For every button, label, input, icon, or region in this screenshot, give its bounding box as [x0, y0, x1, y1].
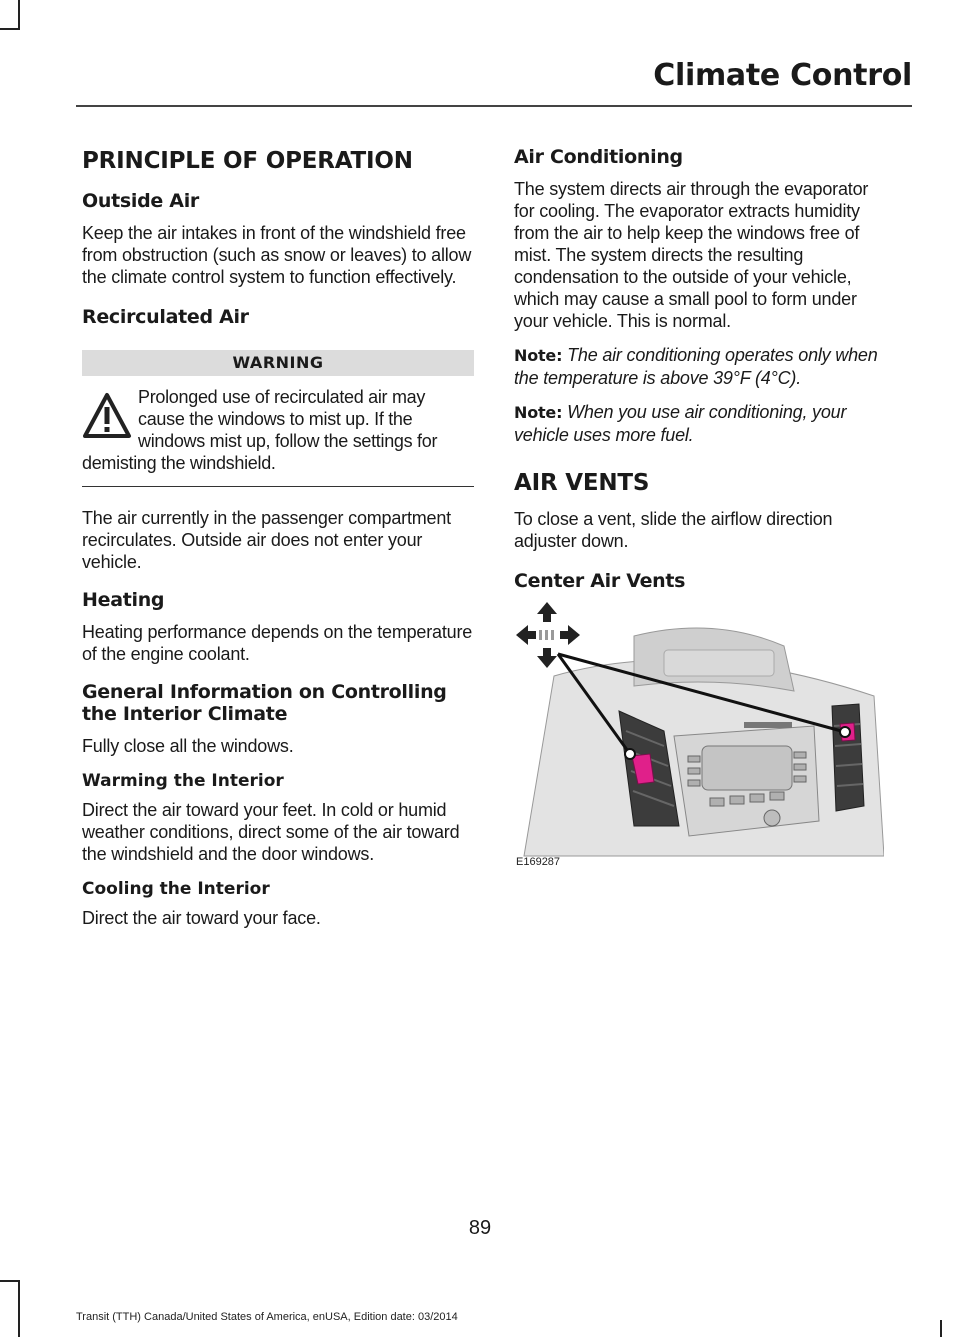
- paragraph-air-vents: To close a vent, slide the airflow direction adjuster down.: [514, 509, 833, 551]
- paragraph-warming-interior: Direct the air toward your feet. In cold or humid weather conditions, direct some of the air toward the windshield and the door windows.: [82, 800, 460, 864]
- left-column: [82, 140, 474, 941]
- directional-arrows-icon: [514, 600, 584, 670]
- paragraph-air-conditioning: The system directs air through the evaporator for cooling. The evaporator extracts humidity from the air to help keep the windows free of mist. The system directs the resulting condensation to the outside of your vehicle, which may cause a small pool to form under your vehicle. This is normal.: [514, 179, 869, 331]
- note-label: Note:: [514, 403, 563, 422]
- center-air-vents-illustration: [514, 606, 884, 866]
- warning-title: WARNING: [82, 350, 474, 376]
- figure-code: E169287: [516, 856, 561, 868]
- warning-text: Prolonged use of recirculated air may cause the windows to mist up. If the windows mist up, follow the settings for demisting the windshield.: [82, 387, 438, 473]
- paragraph-cooling-interior: Direct the air toward your face.: [82, 908, 321, 928]
- heading-principle: PRINCIPLE OF OPERATION: [82, 148, 413, 174]
- note-temperature: [514, 344, 880, 389]
- page-number: 89: [468, 1217, 492, 1239]
- header-rule: [76, 105, 912, 107]
- note-text: When you use air conditioning, your vehicle uses more fuel.: [514, 402, 847, 445]
- note-text: The air conditioning operates only when the temperature is above 39°F (4°C).: [514, 345, 878, 388]
- note-fuel: [514, 401, 880, 446]
- warning-box: [82, 386, 474, 487]
- heading-air-vents: AIR VENTS: [514, 470, 650, 496]
- crop-mark: [18, 1280, 20, 1337]
- crop-mark: [0, 1280, 20, 1282]
- crop-mark: [940, 1320, 942, 1337]
- crop-mark: [18, 0, 20, 28]
- heading-general-information: General Information on Controlling the Interior Climate: [82, 681, 447, 725]
- paragraph-heating: Heating performance depends on the temperature of the engine coolant.: [82, 622, 473, 664]
- warning-triangle-icon: [82, 392, 132, 440]
- page-title: Climate Control: [653, 58, 912, 93]
- edition-footer: Transit (TTH) Canada/United States of America, enUSA, Edition date: 03/2014: [76, 1311, 458, 1323]
- warning-rule: [82, 486, 474, 487]
- note-label: Note:: [514, 346, 563, 365]
- heading-air-conditioning: Air Conditioning: [514, 146, 683, 168]
- heading-recirculated-air: Recirculated Air: [82, 306, 249, 328]
- heading-outside-air: Outside Air: [82, 190, 199, 212]
- paragraph-general-information: Fully close all the windows.: [82, 736, 294, 756]
- heading-center-air-vents: Center Air Vents: [514, 570, 686, 592]
- paragraph-outside-air: Keep the air intakes in front of the windshield free from obstruction (such as snow or leaves) to allow the climate control system to function effectively.: [82, 223, 472, 287]
- heading-heating: Heating: [82, 589, 165, 611]
- paragraph-recirculated-air: The air currently in the passenger compartment recirculates. Outside air does not enter your vehicle.: [82, 508, 451, 572]
- heading-cooling-interior: Cooling the Interior: [82, 879, 270, 899]
- crop-mark: [0, 28, 20, 30]
- right-column: [514, 140, 880, 866]
- heading-warming-interior: Warming the Interior: [82, 771, 284, 791]
